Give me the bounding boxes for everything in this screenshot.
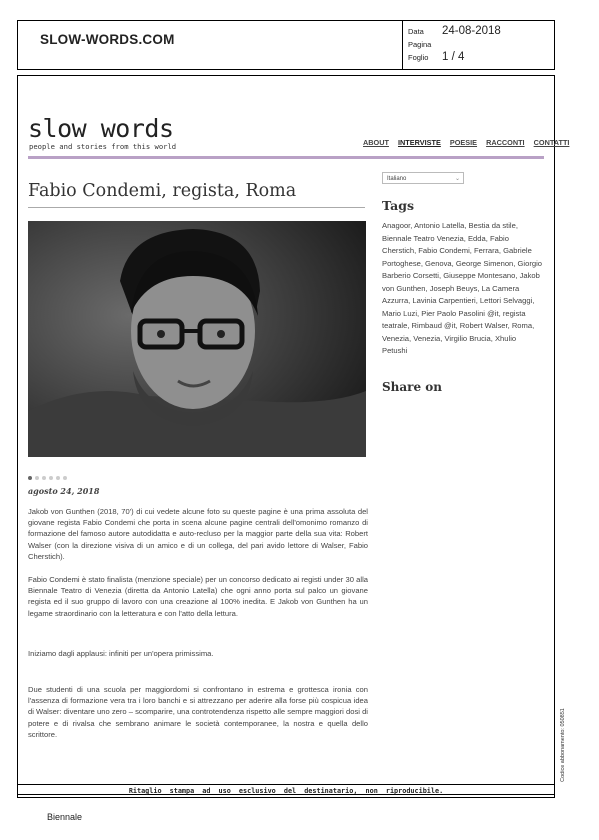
data-value: 24-08-2018	[442, 25, 501, 37]
header-divider	[28, 156, 544, 159]
meta-box	[408, 25, 501, 64]
language-select[interactable]	[382, 172, 464, 184]
slider-dot[interactable]	[63, 476, 67, 480]
foglio-value: 1 / 4	[442, 51, 465, 63]
subscription-code	[555, 700, 571, 800]
post-date: agosto 24, 2018	[28, 486, 100, 496]
slider-dot[interactable]	[35, 476, 39, 480]
title-divider	[28, 207, 365, 208]
language-value: Italiano	[387, 176, 407, 182]
slider-dot[interactable]	[28, 476, 32, 480]
nav-racconti[interactable]: RACCONTI	[486, 138, 525, 147]
slider-dot[interactable]	[49, 476, 53, 480]
data-label: Data	[408, 27, 424, 36]
site-tagline: people and stories from this world	[29, 142, 177, 151]
nav-contatti[interactable]: CONTATTI	[533, 138, 570, 147]
post-paragraph-1: Jakob von Gunthen (2018, 70') di cui vedete alcune foto su queste pagine è una prima assoluta del giovane regista Fabio Condemi che porta in scena alcune pagine centrali dell'omonimo romanzo di formazione del famoso autore autodidatta e auto-recluso per la maggior parte della sua vita: Robert Walser (con la direzione visiva di un amico e di un collega, del pari avido lettore di Walser, Fabio Cherstich).	[28, 507, 368, 561]
pagina-label: Pagina	[408, 40, 432, 49]
main-nav	[363, 138, 576, 147]
source-name: SLOW-WORDS.COM	[40, 32, 175, 47]
foglio-label: Foglio	[408, 53, 429, 62]
slider-dot[interactable]	[56, 476, 60, 480]
tags-heading: Tags	[382, 198, 414, 213]
share-heading: Share on	[382, 380, 443, 394]
post-paragraph-2: Fabio Condemi è stato finalista (menzione speciale) per un concorso dedicato ai registi under 30 alla Biennale Teatro di Venezia (diretta da Antonio Latella) che ogni anno porta sul palco un giovane regista ed il suo gruppo di lavoro con una creazione al 100% inedita. E Jakob von Gunthen ha un legame straordinario con la letteratura e con l'atto della lettura.	[28, 575, 368, 618]
slider-dot[interactable]	[42, 476, 46, 480]
portrait-image	[28, 221, 366, 457]
post-photo[interactable]	[28, 221, 366, 457]
post-paragraph-3: Iniziamo dagli applausi: infiniti per un'opera primissima.	[28, 649, 214, 658]
subscription-code-text: Codice abbonamento: 050851	[560, 708, 566, 782]
clipping-header	[17, 20, 555, 70]
chevron-down-icon: ⌄	[454, 176, 460, 182]
reproduction-notice: Ritaglio stampa ad uso esclusivo del destinatario, non riproducibile.	[17, 784, 555, 798]
nav-poesie[interactable]: POESIE	[449, 138, 478, 147]
source-box	[18, 21, 403, 69]
section-label: Biennale	[47, 812, 83, 822]
slider-dots	[28, 467, 70, 485]
tags-list[interactable]: Anagoor, Antonio Latella, Bestia da stile, Biennale Teatro Venezia, Edda, Fabio Cherstich, Fabio Condemi, Ferrara, Gabriele Portoghese, Genova, George Simenon, Giorgio Barberio Corsetti, Giuseppe Montesano, Jakob von Gunthen, Joseph Beuys, La Camera Azzurra, Lavinia Carpentieri, Lettori Selvaggi, Mario Luzi, Pier Paolo Pasolini @it, regista teatrale, Rimbaud @it, Robert Walser, Roma, Venezia, Venezia, Virgilio Brucia, Xhulio Petushi	[382, 221, 542, 355]
nav-about[interactable]: ABOUT	[363, 138, 389, 147]
post-paragraph-4: Due studenti di una scuola per maggiordomi si confrontano in estrema e grottesca ironia con l'assenza di formazione vera tra i loro banchi e si attrezzano per aderire alla forse più cospicua idea di Walser: diventare uno zero – scomparire, una controtendenza rispetto alle sempre maggiori dosi di potere e di rivalsa che sembrano animare le società contemporanee, la nostra e quella dello scrittore.	[28, 685, 368, 739]
site-logo[interactable]: slow words	[28, 114, 174, 143]
post-title: Fabio Condemi, regista, Roma	[28, 181, 297, 201]
nav-interviste[interactable]: INTERVISTE	[397, 138, 441, 147]
